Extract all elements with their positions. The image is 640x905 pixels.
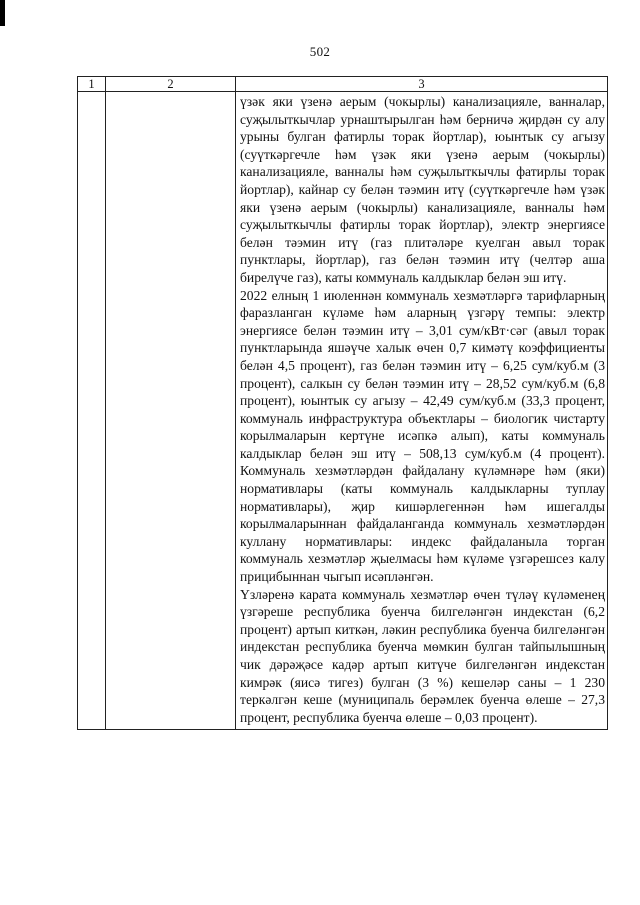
table-header-row [78,77,608,92]
page-number: 502 [309,44,331,59]
paragraph-tariffs: 2022 елның 1 июленнән коммуналь хезмәтләргә тарифларның фаразланган күләме һәм аларның үзгәрү темпы: электр энергиясе белән тәэмин итү – 3,01 сум/кВт·сәг (авыл торак пунктларында яшәүче халык өчен 0,7 кимәтү коэффициенты белән 4,5 процент), газ белән тәэмин итү – 6,25 сум/куб.м (3 процент), салкын су белән тәэмин итү – 28,52 сум/куб.м (6,8 процент), юынтык су агызу – 42,49 сум/куб.м (33,3 процент, коммуналь инфраструктура объектлары – биологик чистарту корылмаларын кертүне исәпкә алып), каты коммуналь калдыклар белән эш итү – 508,13 сум/куб.м (4 процент). Коммуналь хезмәтләрдән файдалану күләмнәре һәм (яки) нормативлары (каты коммуналь калдыкларны туплау нормативлары), җир кишәрлегеннән һәм ишегалды корылмаларыннан файдаланганда коммуналь хезмәтләрдән куллану нормативлары: индекс файдаланыла торган коммуналь хезмәтләр җыелмасы һәм күләме үзгәрешсез калу прицибыннан чыгып исәпләнгән. [240,287,605,585]
cell-col-1 [78,92,106,730]
table-row [78,92,608,730]
paragraph-services-list: үзәк яки үзенә аерым (чокырлы) канализацияле, ванналар, суҗылыткычлар урнаштырылган һәм берничә җирдән су алу урыны булган фатирлы торак йортлар), юынтык су агызу (суүткәргечле һәм үзәк яки үзенә аерым (чокырлы) канализацияле, ванналы һәм суҗылыткычлы фатирлы торак йортлар), кайнар су белән тәэмин итү (суүткәргечле һәм үзәк яки үзенә аерым (чокырлы) канализацияле, ванналы һәм суҗылыткычлы фатирлы торак йортлар), электр энергиясе белән тәэмин итү (газ плитәләре куелган авыл торак пунктлары, йортлар), газ белән тәэмин итү (челтәр аша бирелүче газ), каты коммуналь калдыклар белән эш итү. [240,94,605,285]
cell-col-3 [236,92,608,730]
scan-edge-mark [0,0,5,26]
header-col-3: 3 [236,77,608,92]
header-col-2: 2 [106,77,236,92]
document-table [77,76,608,730]
paragraph-payment-change: Үзләренә карата коммуналь хезмәтләр өчен түләү күләменең үзгәреше республика буенча билгеләнгән индекстан (6,2 процент) артып киткән, ләкин республика буенча билгеләнгән индекстан республика буенча мөмкин булган тайпылышның чик дәрәҗәсе кадәр артып китүче билгеләнгән индекстан кимрәк (яисә тигез) булган (3 %) кешеләр саны – 1 230 теркәлгән кеше (муниципаль берәмлек буенча өлеше – 27,3 процент, республика буенча өлеше – 0,03 процент). [240,586,605,725]
cell-col-2 [106,92,236,730]
header-col-1: 1 [78,77,106,92]
